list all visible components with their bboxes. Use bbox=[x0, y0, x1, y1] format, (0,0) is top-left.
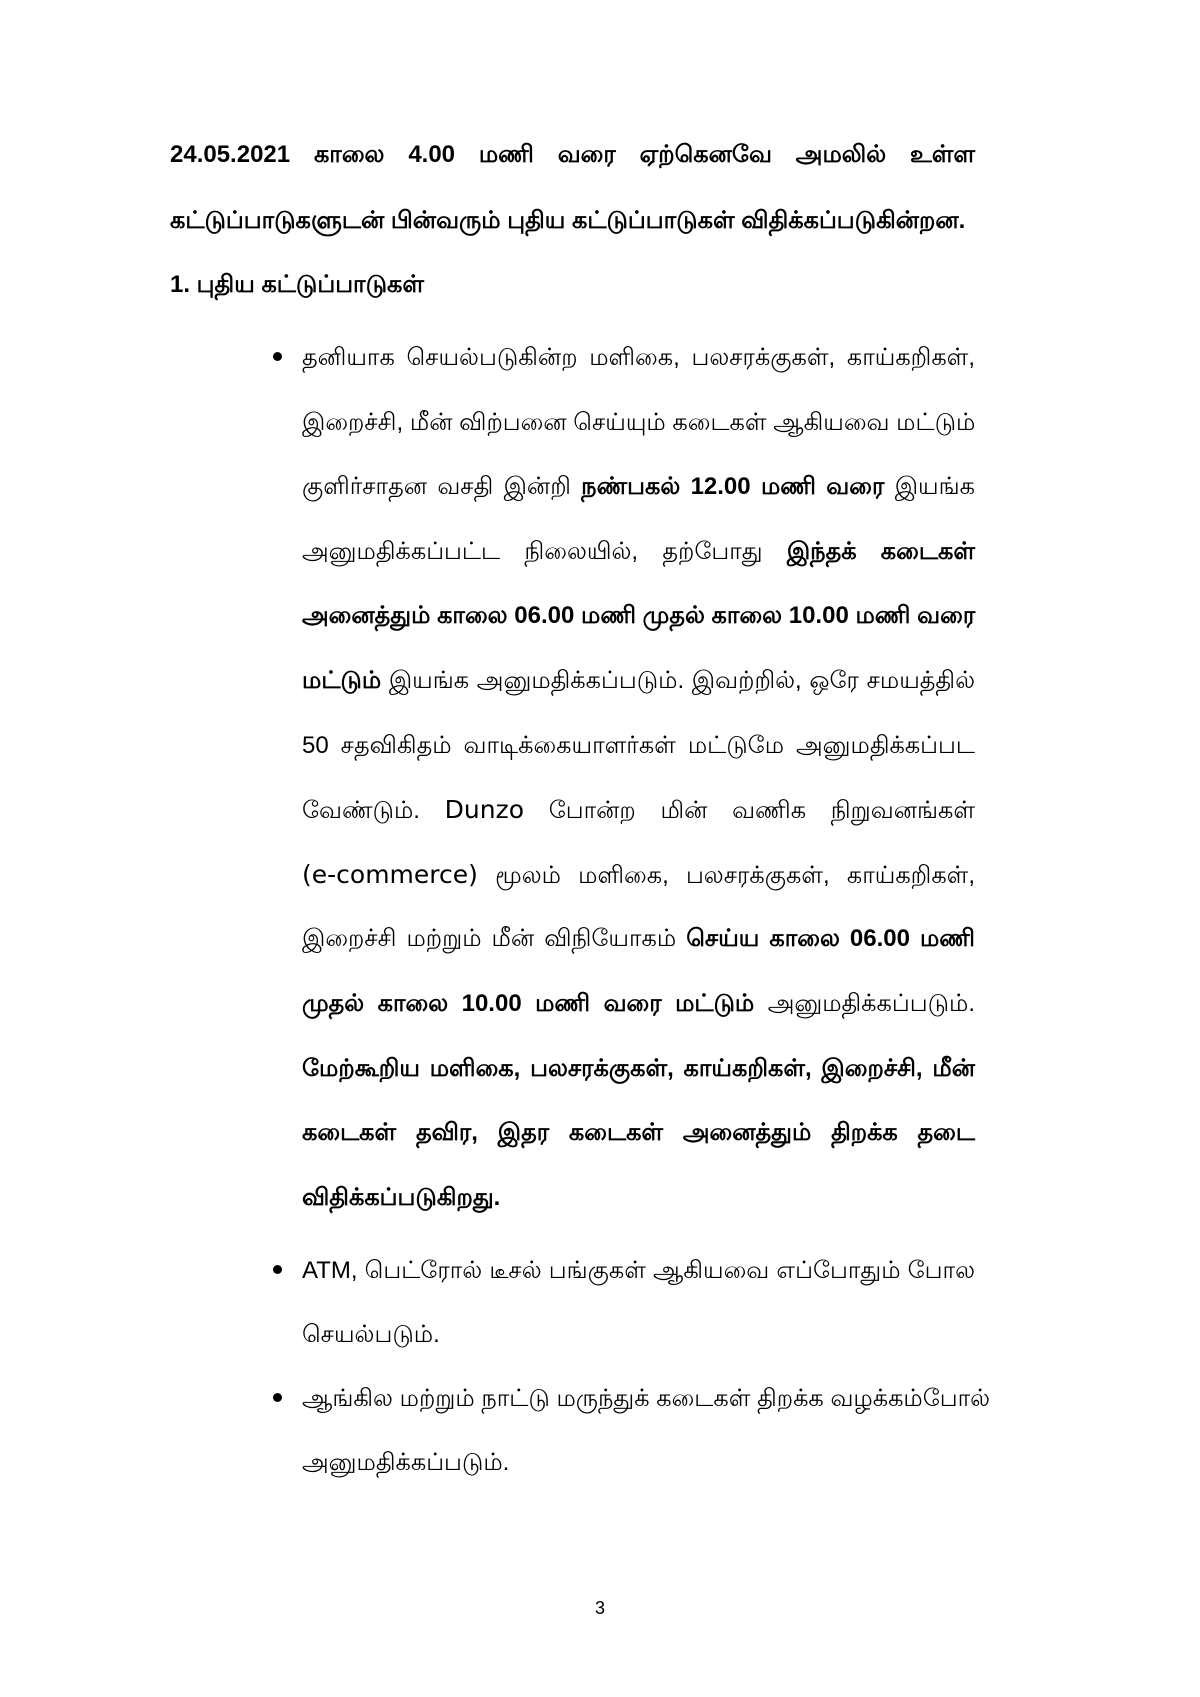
intro-word: ஏற்கெனவே bbox=[639, 141, 772, 168]
bullet-line bbox=[302, 1183, 500, 1213]
text-run: இறைச்சி மற்றும் மீன் விநியோகம் bbox=[302, 925, 687, 952]
text-run: குளிர்சாதன வசதி இன்றி bbox=[302, 473, 582, 500]
text-run: அனுமதிக்கப்பட்ட நிலையில், தற்போது bbox=[302, 538, 787, 565]
intro-word: வரை bbox=[557, 141, 616, 168]
text-run: Dunzo bbox=[444, 795, 525, 824]
bullet-line bbox=[302, 731, 975, 761]
bullet-line bbox=[302, 666, 975, 696]
text-run: இறைச்சி, மீன் விற்பனை செய்யும் கடைகள் ஆகியவை மட்டும் bbox=[302, 409, 976, 436]
intro-line-2 bbox=[170, 206, 965, 236]
page-number: 3 bbox=[594, 1598, 605, 1618]
text-run: இயங்க அனுமதிக்கப்படும். இவற்றில், ஒரே சமயத்தில் bbox=[381, 667, 975, 694]
bullet-line bbox=[302, 343, 975, 373]
text-run: போன்ற மின் வணிக நிறுவனங்கள் bbox=[524, 797, 975, 824]
bullet-line bbox=[302, 1320, 440, 1350]
bullet-icon bbox=[273, 352, 282, 361]
intro-word: அமலில் bbox=[795, 141, 887, 168]
bold-text-run: மட்டும் bbox=[302, 667, 382, 694]
bold-text-run: செய்ய காலை 06.00 மணி bbox=[686, 925, 976, 952]
bullet-line bbox=[302, 1054, 975, 1084]
bullet-line bbox=[302, 795, 975, 826]
bullet-icon bbox=[273, 1265, 282, 1274]
bold-text-run: விதிக்கப்படுகிறது. bbox=[302, 1184, 501, 1211]
bold-text-run: இந்தக் கடைகள் bbox=[786, 538, 975, 565]
text-run: செயல்படும். bbox=[302, 1321, 440, 1348]
text-run: வேண்டும். bbox=[302, 797, 445, 824]
text-run: அனுமதிக்கப்படும். bbox=[302, 1449, 510, 1476]
text-run: தனியாக செயல்படுகின்ற மளிகை, பலசரக்குகள், காய்கறிகள், bbox=[302, 344, 975, 371]
bullet-line bbox=[302, 1448, 509, 1478]
text-run: அனுமதிக்கப்படும். bbox=[754, 990, 976, 1017]
bullet-line bbox=[302, 537, 975, 567]
intro-word: உள்ள bbox=[909, 141, 976, 168]
text-run: மூலம் மளிகை, பலசரக்குகள், காய்கறிகள், bbox=[477, 862, 975, 889]
bold-text-run: நண்பகல் 12.00 மணி வரை bbox=[581, 473, 885, 500]
intro-text: கட்டுப்பாடுகளுடன் பின்வரும் புதிய கட்டுப்பாடுகள் விதிக்கப்படுகின்றன. bbox=[170, 207, 966, 234]
intro-word: மணி bbox=[478, 141, 534, 168]
bold-text-run: முதல் காலை 10.00 மணி வரை மட்டும் bbox=[302, 990, 755, 1017]
bullet-line bbox=[302, 924, 975, 954]
bullet-line bbox=[302, 1384, 991, 1414]
text-run: ஆங்கில மற்றும் நாட்டு மருந்துக் கடைகள் திறக்க வழக்கம்போல் bbox=[302, 1385, 991, 1412]
bullet-line bbox=[302, 989, 975, 1019]
bullet-line bbox=[302, 472, 975, 502]
intro-word: காலை bbox=[313, 141, 385, 168]
text-run: இயங்க bbox=[884, 473, 976, 500]
section-heading-text: 1. புதிய கட்டுப்பாடுகள் bbox=[170, 271, 425, 298]
bullet-line bbox=[302, 408, 975, 438]
text-run: ATM, பெட்ரோல் டீசல் பங்குகள் ஆகியவை எப்போதும் போல bbox=[302, 1257, 975, 1284]
bullet-line bbox=[302, 601, 975, 631]
bullet-icon bbox=[273, 1393, 282, 1402]
bold-text-run: மேற்கூறிய மளிகை, பலசரக்குகள், காய்கறிகள், இறைச்சி, மீன் bbox=[302, 1055, 975, 1082]
bold-text-run: அனைத்தும் காலை 06.00 மணி முதல் காலை 10.00 மணி வரை bbox=[302, 602, 976, 629]
intro-date: 24.05.2021 bbox=[170, 141, 291, 168]
text-run: 50 சதவிகிதம் வாடிக்கையாளர்கள் மட்டுமே அனுமதிக்கப்பட bbox=[302, 732, 975, 759]
bullet-line bbox=[302, 1118, 975, 1148]
intro-time: 4.00 bbox=[408, 141, 456, 168]
intro-line-1 bbox=[170, 140, 975, 170]
text-run: (e-commerce) bbox=[302, 860, 478, 889]
bullet-line bbox=[302, 860, 975, 891]
bullet-line bbox=[302, 1256, 975, 1286]
section-heading bbox=[170, 270, 424, 300]
bold-text-run: கடைகள் தவிர, இதர கடைகள் அனைத்தும் திறக்க தடை bbox=[302, 1119, 975, 1146]
